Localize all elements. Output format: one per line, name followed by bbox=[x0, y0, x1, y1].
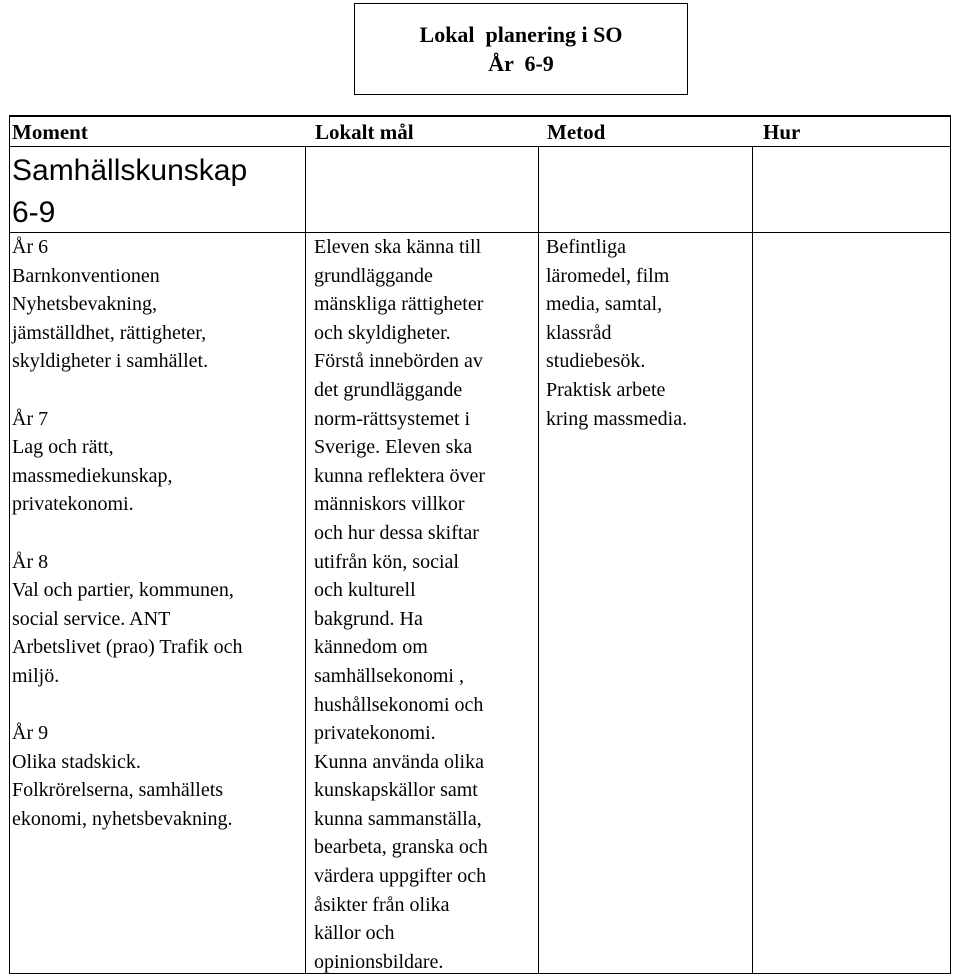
moment-line: År 8 bbox=[12, 550, 49, 573]
lokalt-mal-line: kunskapskällor samt bbox=[314, 779, 478, 802]
cell-lokalt-mal bbox=[314, 233, 488, 976]
metod-line: kring massmedia. bbox=[546, 407, 688, 430]
metod-line: studiebesök. bbox=[546, 350, 646, 373]
header-hur: Hur bbox=[763, 120, 801, 144]
lokalt-mal-line: Förstå innebörden av bbox=[314, 350, 483, 373]
title-line-1: Lokal planering i SO bbox=[419, 22, 623, 47]
header-moment: Moment bbox=[12, 120, 88, 144]
subject-heading bbox=[12, 150, 247, 234]
lokalt-mal-line: och kulturell bbox=[314, 579, 416, 602]
lokalt-mal-line: kunna reflektera över bbox=[314, 464, 486, 487]
header-lokalt-mal: Lokalt mål bbox=[315, 120, 414, 144]
moment-line: miljö. bbox=[12, 664, 60, 687]
lokalt-mal-line: Sverige. Eleven ska bbox=[314, 436, 473, 459]
table-top-rule bbox=[9, 115, 951, 117]
lokalt-mal-line: åsikter från olika bbox=[314, 893, 450, 916]
lokalt-mal-line: privatekonomi. bbox=[314, 722, 436, 745]
metod-line: klassråd bbox=[546, 321, 612, 344]
lokalt-mal-line: norm-rättsystemet i bbox=[314, 407, 471, 430]
table-right-rule bbox=[950, 115, 951, 974]
table-left-rule bbox=[9, 115, 10, 974]
moment-line: social service. ANT bbox=[12, 607, 171, 630]
blank-line bbox=[12, 691, 243, 720]
title-line-2: År 6-9 bbox=[488, 51, 554, 76]
lokalt-mal-line: bakgrund. Ha bbox=[314, 607, 423, 630]
moment-line: Val och partier, kommunen, bbox=[12, 579, 234, 602]
lokalt-mal-line: kännedom om bbox=[314, 636, 428, 659]
lokalt-mal-line: människors villkor bbox=[314, 493, 465, 516]
moment-line: År 7 bbox=[12, 407, 49, 430]
title-box bbox=[354, 3, 688, 95]
lokalt-mal-line: opinionsbildare. bbox=[314, 950, 444, 973]
metod-line: läromedel, film bbox=[546, 264, 670, 287]
lokalt-mal-line: och hur dessa skiftar bbox=[314, 521, 479, 544]
moment-line: Lag och rätt, bbox=[12, 436, 114, 459]
moment-line: Barnkonventionen bbox=[12, 264, 160, 287]
cell-moment bbox=[12, 233, 243, 833]
lokalt-mal-line: mänskliga rättigheter bbox=[314, 293, 484, 316]
col-divider-3 bbox=[752, 146, 753, 974]
moment-line: privatekonomi. bbox=[12, 493, 134, 516]
lokalt-mal-line: samhällsekonomi , bbox=[314, 664, 464, 687]
lokalt-mal-line: kunna sammanställa, bbox=[314, 807, 482, 830]
cell-metod bbox=[546, 233, 687, 433]
lokalt-mal-line: hushållsekonomi och bbox=[314, 693, 484, 716]
moment-line: Nyhetsbevakning, bbox=[12, 293, 157, 316]
metod-line: media, samtal, bbox=[546, 293, 663, 316]
moment-line: År 6 bbox=[12, 236, 49, 258]
lokalt-mal-line: Kunna använda olika bbox=[314, 750, 484, 773]
moment-line: Folkrörelserna, samhällets bbox=[12, 779, 224, 802]
subject-line-1: Samhällskunskap bbox=[12, 154, 248, 187]
metod-line: Befintliga bbox=[546, 236, 626, 258]
moment-line: Arbetslivet (prao) Trafik och bbox=[12, 636, 243, 659]
lokalt-mal-line: utifrån kön, social bbox=[314, 550, 459, 573]
lokalt-mal-line: det grundläggande bbox=[314, 378, 463, 401]
moment-line: Olika stadskick. bbox=[12, 750, 141, 773]
moment-line: skyldigheter i samhället. bbox=[12, 350, 209, 373]
moment-line: ekonomi, nyhetsbevakning. bbox=[12, 807, 233, 830]
moment-line: År 9 bbox=[12, 722, 49, 745]
lokalt-mal-line: bearbeta, granska och bbox=[314, 836, 488, 859]
moment-line: massmediekunskap, bbox=[12, 464, 173, 487]
lokalt-mal-line: grundläggande bbox=[314, 264, 433, 287]
header-metod: Metod bbox=[547, 120, 606, 144]
col-divider-1 bbox=[305, 146, 306, 974]
metod-line: Praktisk arbete bbox=[546, 378, 666, 401]
moment-line: jämställdhet, rättigheter, bbox=[12, 321, 207, 344]
col-divider-2 bbox=[538, 146, 539, 974]
lokalt-mal-line: och skyldigheter. bbox=[314, 321, 451, 344]
lokalt-mal-line: värdera uppgifter och bbox=[314, 865, 487, 888]
blank-line bbox=[12, 519, 243, 548]
lokalt-mal-line: källor och bbox=[314, 922, 395, 945]
header-bottom-rule bbox=[9, 146, 951, 147]
lokalt-mal-line: Eleven ska känna till bbox=[314, 236, 482, 258]
blank-line bbox=[12, 376, 243, 405]
subject-line-2: 6-9 bbox=[12, 196, 56, 229]
